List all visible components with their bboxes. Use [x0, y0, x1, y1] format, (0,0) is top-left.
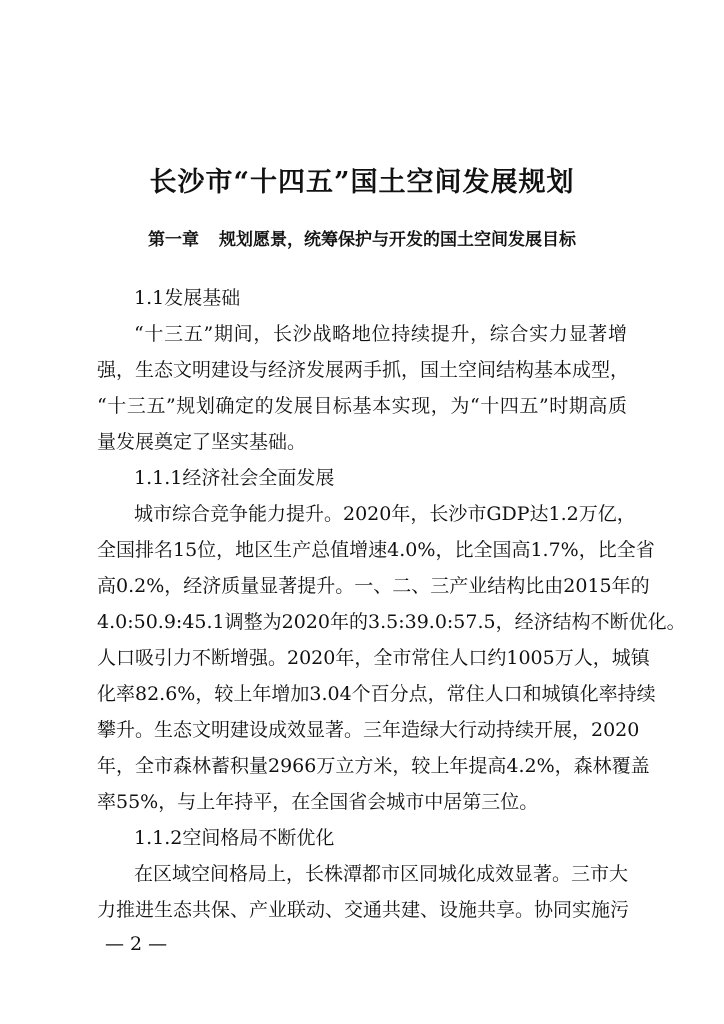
paragraph-line: 4.0:50.9:45.1调整为2020年的3.5:39.0:57.5，经济结构不断优化。 — [97, 611, 686, 633]
subsection-heading: 1.1.1经济社会全面发展 — [134, 467, 335, 489]
paragraph-line: 高0.2%，经济质量显著提升。一、二、三产业结构比由2015年的 — [97, 575, 650, 597]
paragraph-line: 年，全市森林蓄积量2966万立方米，较上年提高4.2%，森林覆盖 — [97, 755, 650, 777]
paragraph-line: 人口吸引力不断增强。2020年，全市常住人口约1005万人，城镇 — [97, 647, 650, 669]
paragraph-line: 全国排名15位，地区生产总值增速4.0%，比全国高1.7%，比全省 — [97, 539, 655, 561]
subsection-heading: 1.1.2空间格局不断优化 — [134, 827, 335, 849]
chapter-number: 第一章 — [148, 230, 199, 250]
section-heading: 1.1发展基础 — [134, 287, 241, 309]
paragraph-line: 化率82.6%，较上年增加3.04个百分点，常住人口和城镇化率持续 — [97, 683, 656, 705]
document-title: 长沙市“十四五”国土空间发展规划 — [149, 167, 575, 198]
paragraph-line: 率55%，与上年持平，在全国省会城市中居第三位。 — [97, 791, 539, 813]
paragraph-line: 在区域空间格局上，长株潭都市区同城化成效显著。三市大 — [134, 863, 629, 885]
paragraph-line: “十三五”期间，长沙战略地位持续提升，综合实力显著增 — [134, 323, 627, 345]
paragraph-line: 城市综合竞争能力提升。2020年，长沙市GDP达1.2万亿， — [134, 503, 636, 525]
paragraph-line: 量发展奠定了坚实基础。 — [97, 431, 307, 453]
paragraph-line: 强，生态文明建设与经济发展两手抓，国土空间结构基本成型， — [97, 359, 630, 381]
chapter-title: 规划愿景，统筹保护与开发的国土空间发展目标 — [219, 230, 576, 250]
page-number: — 2 — — [105, 933, 168, 955]
chapter-heading — [0, 225, 724, 250]
paragraph-line: 攀升。生态文明建设成效显著。三年造绿大行动持续开展，2020 — [97, 719, 640, 741]
paragraph-line: 力推进生态共保、产业联动、交通共建、设施共享。协同实施污 — [97, 899, 630, 921]
paragraph-line: “十三五”规划确定的发展目标基本实现，为“十四五”时期高质 — [97, 395, 627, 417]
